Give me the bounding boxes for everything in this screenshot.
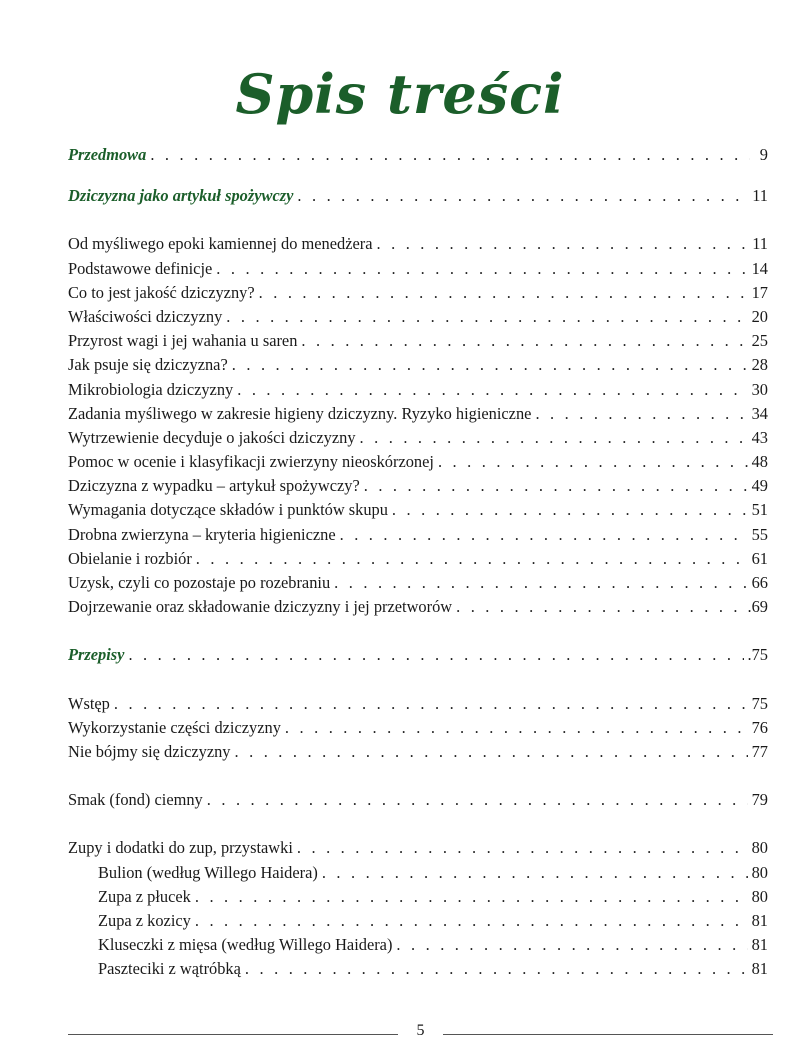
toc-leader <box>207 788 748 812</box>
toc-entry <box>68 692 768 716</box>
toc-entry-title: Zadania myśliwego w zakresie higieny dziczyzny. Ryzyko higieniczne <box>68 403 532 423</box>
toc-page-number: 11 <box>752 186 768 206</box>
toc-entry-title: Dojrzewanie oraz składowanie dziczyzny i jej przetworów <box>68 597 453 617</box>
toc-entry <box>68 378 768 402</box>
toc-leader <box>377 232 749 256</box>
toc-page-number: 66 <box>751 573 768 592</box>
page-footer <box>68 1020 773 1050</box>
toc-leader <box>237 378 747 402</box>
toc-entry-title: Właściwości dziczyzny <box>68 306 223 326</box>
toc-leader <box>456 595 743 619</box>
toc-leader <box>535 402 747 426</box>
toc-entry <box>68 595 768 619</box>
toc-leader <box>235 740 748 764</box>
toc-entry <box>68 257 768 281</box>
toc-section-title: Przepisy <box>68 645 125 665</box>
toc-leader <box>297 184 748 208</box>
toc-leader <box>232 353 748 377</box>
toc-entry <box>68 450 768 474</box>
toc-leader <box>196 547 748 571</box>
toc-entry-title: Nie bójmy się dziczyzny <box>68 741 231 761</box>
toc-entry <box>68 547 768 571</box>
toc-entry-title: Kluseczki z mięsa (według Willego Haidera) <box>98 935 393 955</box>
toc-leader <box>438 450 748 474</box>
toc-leader <box>195 885 748 909</box>
toc-page-number: 80 <box>751 886 768 906</box>
toc-page-number: 81 <box>751 935 768 955</box>
toc-page-number: 61 <box>751 548 768 568</box>
toc-leader <box>396 933 747 957</box>
toc-entry <box>68 474 768 498</box>
toc-page-number: 75 <box>751 693 768 713</box>
toc-section-title: Przedmowa <box>68 145 147 164</box>
toc-entry <box>68 885 768 909</box>
toc-group <box>68 788 768 812</box>
toc-page-number: 79 <box>751 790 768 810</box>
toc-page-number: 34 <box>751 403 768 423</box>
toc-entry <box>68 232 768 256</box>
toc-leader <box>216 257 747 281</box>
toc-entry-title: Podstawowe definicje <box>68 258 213 278</box>
table-of-contents <box>68 143 768 981</box>
toc-page-number: 28 <box>751 355 768 375</box>
toc-group <box>68 692 768 765</box>
toc-page-number: 14 <box>751 258 768 278</box>
toc-entry-title: Jak psuje się dziczyzna? <box>68 355 228 375</box>
toc-page-number: 49 <box>751 476 768 496</box>
toc-page-number: 43 <box>751 427 768 447</box>
toc-entry <box>68 716 768 740</box>
toc-leader <box>334 571 747 595</box>
toc-entry-title: Bulion (według Willego Haidera) <box>98 862 318 882</box>
toc-entry-title: Dziczyzna z wypadku – artykuł spożywczy? <box>68 476 360 496</box>
toc-entry-title: Uzysk, czyli co pozostaje po rozebraniu <box>68 573 331 592</box>
toc-page-number: 80 <box>751 862 768 882</box>
toc-entry-title: Zupy i dodatki do zup, przystawki <box>68 838 293 858</box>
toc-section <box>68 184 768 208</box>
toc-page-number: 17 <box>751 282 768 302</box>
toc-page-number: 11 <box>752 234 768 254</box>
toc-entry <box>68 788 768 812</box>
toc-entry <box>68 933 768 957</box>
toc-entry-title: Pomoc w ocenie i klasyfikacji zwierzyny nieoskórzonej <box>68 452 434 472</box>
toc-leader <box>297 836 748 860</box>
toc-entry <box>68 861 768 885</box>
toc-entry-title: Zupa z płucek <box>98 886 191 906</box>
toc-entry-title: Wykorzystanie części dziczyzny <box>68 717 281 737</box>
toc-section-title: Dziczyzna jako artykuł spożywczy <box>68 186 294 206</box>
page-number: 5 <box>416 1022 425 1039</box>
toc-page-number: 9 <box>759 145 768 164</box>
toc-leader <box>128 643 743 667</box>
toc-section <box>68 143 768 167</box>
toc-page-number: 81 <box>751 910 768 930</box>
toc-section <box>68 643 768 667</box>
toc-leader <box>226 305 747 329</box>
toc-entry-title: Wstęp <box>68 693 110 713</box>
toc-leader <box>285 716 748 740</box>
toc-leader <box>114 692 748 716</box>
toc-page-number: 76 <box>751 717 768 737</box>
toc-leader <box>259 281 748 305</box>
toc-entry <box>68 426 768 450</box>
toc-leader <box>392 498 748 522</box>
toc-leader <box>301 329 747 353</box>
toc-page-number: 77 <box>751 741 768 761</box>
toc-entry <box>68 523 768 547</box>
toc-entry-title: Przyrost wagi i jej wahania u saren <box>68 331 298 351</box>
toc-page-number: 20 <box>751 306 768 326</box>
toc-group <box>68 861 768 982</box>
toc-leader <box>195 909 748 933</box>
toc-entry <box>68 281 768 305</box>
page-title: Spis treści <box>235 62 565 126</box>
toc-entry-title: Mikrobiologia dziczyzny <box>68 379 234 399</box>
toc-leader <box>360 426 748 450</box>
toc-entry-title: Wytrzewienie decyduje o jakości dziczyzny <box>68 427 356 447</box>
toc-entry <box>68 498 768 522</box>
toc-page-number: 30 <box>751 379 768 399</box>
toc-page-number: .69 <box>747 597 768 617</box>
toc-leader <box>322 861 748 885</box>
toc-entry <box>68 740 768 764</box>
toc-entry-title: Paszteciki z wątróbką <box>98 959 241 979</box>
toc-entry-title: Zupa z kozicy <box>98 910 191 930</box>
toc-leader <box>245 957 748 981</box>
toc-leader <box>340 523 748 547</box>
toc-entry-title: Co to jest jakość dziczyzny? <box>68 282 255 302</box>
footer-rule <box>443 1034 773 1035</box>
toc-entry <box>68 305 768 329</box>
toc-page-number: 55 <box>751 524 768 544</box>
toc-entry-title: Od myśliwego epoki kamiennej do menedżera <box>68 234 373 254</box>
toc-entry <box>68 957 768 981</box>
toc-leader <box>364 474 748 498</box>
toc-group <box>68 836 768 860</box>
toc-page-number: .75 <box>747 645 768 665</box>
toc-group <box>68 232 768 619</box>
toc-entry <box>68 402 768 426</box>
toc-leader <box>150 143 750 167</box>
toc-entry-title: Obielanie i rozbiór <box>68 548 192 568</box>
toc-page-number: 51 <box>751 500 768 520</box>
toc-entry-title: Smak (fond) ciemny <box>68 790 203 810</box>
toc-page-number: 48 <box>751 452 768 472</box>
toc-page-number: 80 <box>751 838 768 858</box>
toc-entry <box>68 836 768 860</box>
toc-entry <box>68 909 768 933</box>
toc-page-number: 81 <box>751 959 768 979</box>
toc-entry-title: Wymagania dotyczące składów i punktów skupu <box>68 500 388 520</box>
toc-entry <box>68 571 768 595</box>
toc-entry <box>68 353 768 377</box>
toc-entry <box>68 329 768 353</box>
toc-entry-title: Drobna zwierzyna – kryteria higieniczne <box>68 524 336 544</box>
toc-page-number: 25 <box>751 331 768 351</box>
